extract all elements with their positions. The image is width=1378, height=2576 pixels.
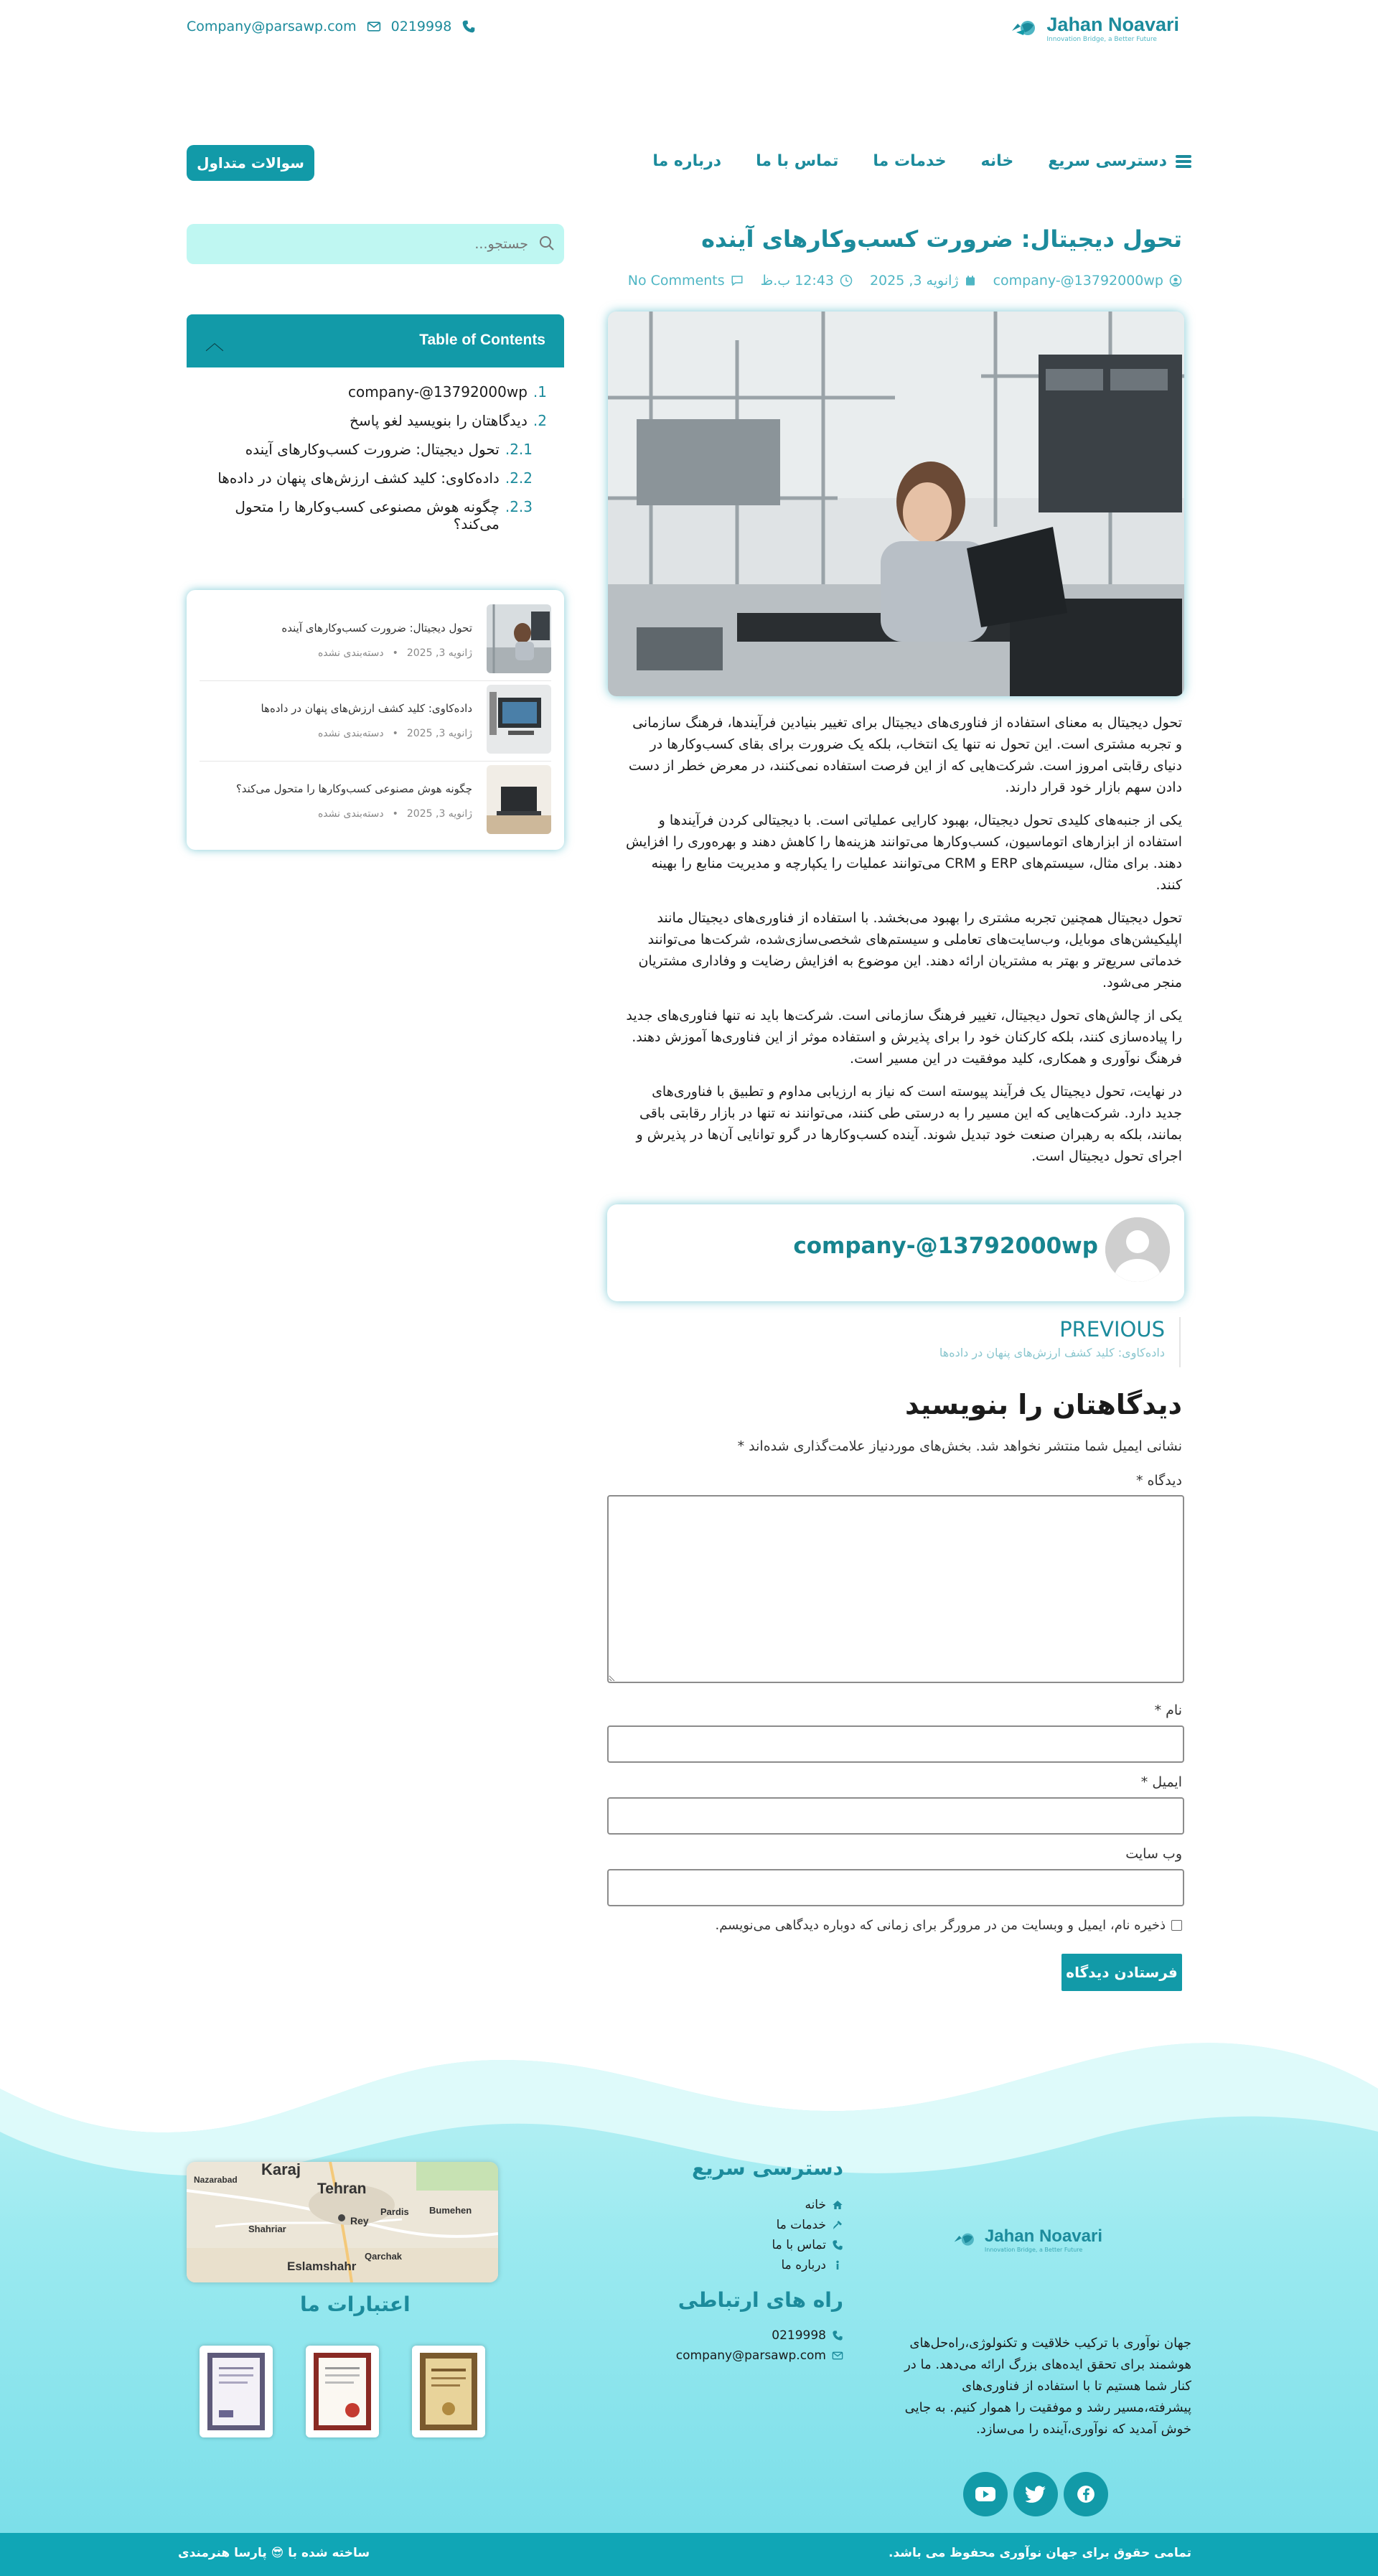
- footer-link-home[interactable]: [805, 2198, 843, 2212]
- previous-title: داده‌کاوی: کلید کشف ارزش‌های پنهان در داده‌ها: [939, 1346, 1165, 1359]
- clock-icon: [840, 274, 853, 287]
- tools-icon: [832, 2219, 843, 2231]
- footer-email-link[interactable]: [676, 2348, 843, 2363]
- toc-item[interactable]: [348, 383, 547, 401]
- footer-logo-tagline: Innovation Bridge, a Better Future: [984, 2247, 1083, 2253]
- toc-list: [187, 367, 564, 533]
- toc-item[interactable]: [245, 441, 533, 458]
- twitter-button[interactable]: [1013, 2472, 1058, 2516]
- toc-item-text: تحول دیجیتال: ضرورت کسب‌وکارهای آینده: [245, 441, 500, 458]
- home-icon: [832, 2199, 843, 2211]
- recent-post-item[interactable]: [200, 604, 551, 682]
- name-field[interactable]: [607, 1725, 1184, 1763]
- twitter-icon: [1026, 2486, 1046, 2503]
- recent-post-thumb: [487, 604, 551, 673]
- recent-post-thumb: [487, 685, 551, 754]
- recent-post-title: داده‌کاوی: کلید کشف ارزش‌های پنهان در داده‌ها: [261, 702, 472, 715]
- recent-post-item[interactable]: [200, 765, 551, 843]
- social-links: [963, 2472, 1108, 2516]
- meta-author[interactable]: [993, 273, 1182, 289]
- meta-author-text: company-@13792000wp: [993, 273, 1163, 289]
- recent-post-date: ژانویه 3, 2025: [406, 647, 472, 659]
- recent-post-date: ژانویه 3, 2025: [406, 808, 472, 820]
- email-label: ایمیل *: [1140, 1774, 1182, 1790]
- toc-item-num: 2.2.: [505, 469, 533, 487]
- hamburger-icon: [1176, 155, 1191, 168]
- credentials-title: اعتبارات ما: [300, 2292, 411, 2316]
- certificate-image[interactable]: [306, 2346, 379, 2437]
- meta-time-text: 12:43 ب.ظ: [760, 273, 834, 289]
- map-label: Qarchak: [365, 2251, 403, 2262]
- website-label: وب سایت: [1125, 1846, 1182, 1862]
- article-paragraph: تحول دیجیتال به معنای استفاده از فناوری‌های دیجیتال برای تغییر بنیادین فرآیندها، فرهنگ سازمانی و تجربه مشتری است. این تحول نه تنها یک انتخاب، بلکه یک ضرورت برای بقای کسب‌وکارها در دنیای رقابتی امروز است. شرکت‌هایی که از این فرصت استفاده نمی‌کنند، در معرض خطر از دست دادن سهم بازار خود قرار دارند.: [628, 715, 1182, 795]
- recent-posts: [187, 590, 564, 850]
- footer-about: جهان نوآوری با ترکیب خلاقیت و تکنولوژی،راه‌حل‌های هوشمند برای تحقق ایده‌های بزرگ ارائه می‌دهد. ما در کنار شما هستیم تا با استفاده از فناوری‌های پیشرفته،مسیر رشد و موفقیت را هموار کنیم. به جایی خوش آمدید که نوآوری،آینده را می‌سازد.: [904, 2336, 1191, 2437]
- logo-tagline: Innovation Bridge, a Better Future: [1046, 36, 1157, 43]
- search-input[interactable]: [187, 224, 564, 264]
- recent-post-date: ژانویه 3, 2025: [406, 728, 472, 739]
- nav-quick-access[interactable]: [1048, 152, 1191, 170]
- toc-item-text: چگونه هوش مصنوعی کسب‌وکارها را متحول می‌کند؟: [235, 498, 500, 533]
- certificate-image[interactable]: [412, 2346, 485, 2437]
- site-footer: [0, 2003, 1378, 2576]
- chevron-up-icon[interactable]: ︿: [205, 333, 225, 355]
- toc-item-num: 2.3.: [505, 498, 533, 515]
- footer-link-about[interactable]: [782, 2258, 844, 2272]
- comment-form-note: نشانی ایمیل شما منتشر نخواهد شد. بخش‌های موردنیاز علامت‌گذاری شده‌اند *: [737, 1438, 1182, 1454]
- phone-icon: [832, 2239, 843, 2251]
- info-icon: [832, 2259, 843, 2271]
- footer-link-label: خانه: [805, 2198, 826, 2212]
- recent-post-meta: ژانویه 3, 2025 • دسته‌بندی نشده: [317, 647, 472, 659]
- recent-post-title: تحول دیجیتال: ضرورت کسب‌وکارهای آینده: [281, 622, 472, 634]
- meta-date: [870, 273, 976, 289]
- calendar-icon: [965, 274, 976, 287]
- recent-post-category: دسته‌بندی نشده: [317, 808, 384, 820]
- facebook-icon: [1077, 2485, 1095, 2504]
- toc-item-num: 2.: [533, 412, 547, 429]
- article-hero-image: [608, 312, 1184, 696]
- website-field[interactable]: [607, 1869, 1184, 1906]
- map-label: Bumehen: [429, 2205, 472, 2216]
- map-label: Nazarabad: [194, 2175, 238, 2185]
- save-info-label: ذخیره نام، ایمیل و وبسایت من در مرورگر برای زمانی که دوباره دیدگاهی می‌نویسم.: [715, 1918, 1166, 1933]
- topbar-email-link[interactable]: Company@parsawp.com: [187, 19, 357, 34]
- map-label: Shahriar: [248, 2224, 286, 2234]
- nav-item-home[interactable]: خانه: [980, 152, 1014, 170]
- recent-post-item[interactable]: [200, 685, 551, 762]
- meta-comments-text: No Comments: [627, 273, 725, 289]
- map-label: Rey: [350, 2215, 369, 2226]
- toc-title: Table of Contents: [419, 332, 545, 348]
- footer-link-label: تماس با ما: [772, 2238, 826, 2252]
- toc-item-num: 1.: [533, 383, 547, 401]
- envelope-icon: [832, 2350, 843, 2361]
- footer-phone-link[interactable]: [772, 2328, 843, 2343]
- footer-logo[interactable]: [953, 2226, 1102, 2253]
- article-title: تحول دیجیتال: ضرورت کسب‌وکارهای آینده: [701, 225, 1182, 253]
- map-label: Karaj: [261, 2162, 301, 2178]
- submit-comment-button[interactable]: فرستادن دیدگاه: [1061, 1954, 1182, 1991]
- certificate-image[interactable]: [200, 2346, 273, 2437]
- recent-post-meta: ژانویه 3, 2025 • دسته‌بندی نشده: [317, 728, 472, 739]
- meta-time: [761, 273, 853, 289]
- footer-contact-title: راه های ارتباطی: [678, 2288, 843, 2312]
- footer-link-label: خدمات ما: [776, 2218, 826, 2232]
- article-paragraph: در نهایت، تحول دیجیتال یک فرآیند پیوسته است که نیاز به ارزیابی مداوم و تطبیق با فناوری‌های جدید دارد. شرکت‌هایی که این مسیر را به درستی طی کنند، می‌توانند نه تنها در بازار رقابتی باقی بمانند، بلکه به رهبران صنعت خود تبدیل شوند. آینده کسب‌وکارها در گرو توانایی آن‌ها در پذیرش و اجرای تحول دیجیتال است.: [636, 1084, 1182, 1164]
- article-paragraph: تحول دیجیتال همچنین تجربه مشتری را بهبود می‌بخشد. با استفاده از فناوری‌های دیجیتال مانند اپلیکیشن‌های موبایل، وب‌سایت‌های تعاملی و سیستم‌های شخصی‌سازی‌شده، شرکت‌ها می‌توانند خدماتی سریع‌تر و بهتر به مشتریان ارائه دهند. این موضوع به افزایش رضایت و وفاداری مشتریان منجر می‌شود.: [638, 910, 1182, 990]
- divider: [200, 761, 551, 762]
- toc-item[interactable]: [217, 469, 533, 487]
- author-name[interactable]: company-@13792000wp: [793, 1233, 1098, 1259]
- faq-button[interactable]: سوالات متداول: [187, 145, 314, 181]
- location-map[interactable]: [187, 2162, 498, 2282]
- toc-item-text: company-@13792000wp: [348, 383, 528, 401]
- avatar: [1105, 1217, 1170, 1282]
- user-icon: [1169, 274, 1182, 287]
- comment-form-title: دیدگاهتان را بنویسید: [904, 1389, 1182, 1420]
- comment-textarea[interactable]: [607, 1495, 1184, 1683]
- article-paragraph: یکی از جنبه‌های کلیدی تحول دیجیتال، بهبود کارایی عملیاتی است. با دیجیتالی کردن فرآیندها و استفاده از ابزارهای اتوماسیون، کسب‌وکارها می‌توانند هزینه‌ها را کاهش دهند و بهره‌وری را افزایش دهند. برای مثال، سیستم‌های ERP و CRM می‌توانند عملیات را یکپارچه و مدیریت منابع را بهینه کنند.: [625, 812, 1182, 893]
- recent-post-category: دسته‌بندی نشده: [317, 647, 384, 659]
- nav-item-contact[interactable]: تماس با ما: [756, 152, 839, 170]
- logo-mark-icon: [953, 2231, 978, 2249]
- logo-mark-icon: [1011, 18, 1039, 39]
- facebook-button[interactable]: [1064, 2472, 1108, 2516]
- credentials-list: [200, 2346, 485, 2437]
- copyright-text: تمامی حقوق برای جهان نوآوری محفوظ می باشد.: [888, 2546, 1191, 2560]
- toc-item-text: داده‌کاوی: کلید کشف ارزش‌های پنهان در داده‌ها: [217, 469, 500, 487]
- map-label: Tehran: [317, 2181, 367, 2197]
- recent-post-category: دسته‌بندی نشده: [317, 728, 384, 739]
- map-label: Pardis: [380, 2206, 409, 2217]
- footer-phone: 0219998: [772, 2328, 826, 2343]
- topbar-contact: [187, 16, 476, 37]
- footer-link-services[interactable]: [777, 2218, 843, 2232]
- toc-item-num: 2.1.: [505, 441, 533, 458]
- search-box: [187, 224, 564, 264]
- comment-label: دیدگاه *: [1135, 1473, 1182, 1489]
- envelope-icon: [367, 19, 381, 34]
- made-by-text[interactable]: ساخته شده با 😎 پارسا هنرمندی: [178, 2546, 370, 2560]
- nav-quick-label: دسترسی سریع: [1048, 152, 1167, 170]
- author-box: [607, 1204, 1184, 1301]
- phone-icon: [832, 2330, 843, 2341]
- map-label: Eslamshahr: [287, 2259, 357, 2273]
- recent-post-thumb: [487, 765, 551, 834]
- recent-post-title: چگونه هوش مصنوعی کسب‌وکارها را متحول می‌کند؟: [235, 782, 472, 795]
- article-paragraph: یکی از چالش‌های تحول دیجیتال، تغییر فرهنگ سازمانی است. شرکت‌ها باید نه تنها فناوری‌های جدید را پیاده‌سازی کنند، بلکه کارکنان خود را برای پذیرش و استفاده موثر از این فناوری‌ها آموزش دهند. فرهنگ نوآوری و همکاری، کلید موفقیت در این مسیر است.: [626, 1008, 1182, 1067]
- footer-bottom-bar: [0, 2533, 1378, 2576]
- toc-item-text: دیدگاهتان را بنویسید لغو پاسخ: [350, 412, 528, 429]
- meta-date-text: ژانویه 3, 2025: [869, 273, 959, 289]
- phone-icon: [461, 19, 476, 34]
- recent-post-meta: ژانویه 3, 2025 • دسته‌بندی نشده: [317, 808, 472, 820]
- youtube-button[interactable]: [963, 2472, 1008, 2516]
- save-info-checkbox[interactable]: [1171, 1920, 1182, 1931]
- footer-quick-title: دسترسی سریع: [692, 2156, 843, 2180]
- save-info-row: [715, 1918, 1182, 1933]
- previous-post-link[interactable]: [894, 1317, 1181, 1367]
- name-label: نام *: [1154, 1702, 1182, 1718]
- divider: [200, 680, 551, 681]
- meta-comments[interactable]: [628, 273, 744, 289]
- footer-logo-name: Jahan Noavari: [984, 2226, 1102, 2246]
- footer-link-label: درباره ما: [781, 2258, 826, 2272]
- email-field[interactable]: [607, 1797, 1184, 1835]
- toc-item[interactable]: [187, 498, 533, 533]
- toc-item[interactable]: [350, 412, 547, 429]
- footer-link-contact[interactable]: [772, 2238, 844, 2252]
- article-body: [622, 712, 1182, 1179]
- lab-photo: [608, 312, 1184, 696]
- nav-item-services[interactable]: خدمات ما: [873, 152, 947, 170]
- footer-wave: [0, 2003, 1378, 2189]
- footer-email: company@parsawp.com: [675, 2348, 826, 2363]
- comment-icon: [731, 274, 744, 287]
- toc-header[interactable]: [187, 314, 564, 367]
- logo-name: Jahan Noavari: [1046, 14, 1179, 35]
- youtube-icon: [975, 2487, 995, 2501]
- topbar-phone-link[interactable]: 0219998: [390, 19, 452, 34]
- article-meta: [628, 273, 1182, 289]
- main-nav: [652, 152, 1191, 170]
- nav-item-about[interactable]: درباره ما: [652, 152, 722, 170]
- previous-label: PREVIOUS: [1059, 1317, 1165, 1341]
- search-icon[interactable]: [538, 235, 556, 252]
- site-logo[interactable]: [1011, 14, 1179, 43]
